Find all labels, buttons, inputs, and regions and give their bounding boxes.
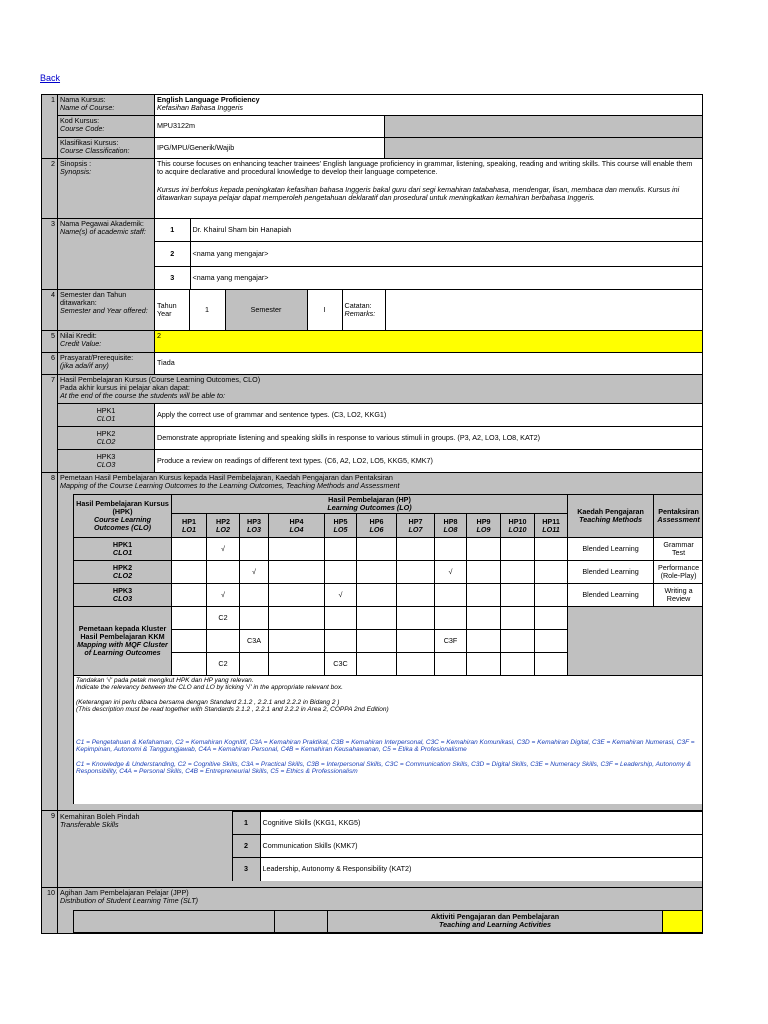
mapping-cell [240,538,269,561]
mqf-cell [467,653,501,676]
mapping-cell [535,538,568,561]
semester-value: I [307,290,342,330]
mapping-cell: √ [325,584,357,607]
synopsis-ms: Kursus ini berfokus kepada peningkatan kefasihan bahasa Inggeris bakal guru dari segi kemahiran tatabahasa, mendengar, lisan, membaca dan menulis. Kursus ini ditawarkan supaya pelajar dapat memperoleh pengetahuan deklaratif dan prosedural untuk meningkatkan kemahiran berbahasa Inggeris. [157,185,680,203]
mqf-cell: C3A [240,630,269,653]
mqf-label: Pemetaan kepada Kluster Hasil Pembelajaran KKM Mapping with MQF Cluster of Learning Outcomes [74,607,172,676]
mapping-cell [467,584,501,607]
mqf-cell [501,630,535,653]
hp-column-header: HP6 LO6 [357,514,397,538]
mapping-cell [325,561,357,584]
legend-en: C1 = Knowledge & Understanding, C2 = Cognitive Skills, C3A = Practical Skills, C3B = Interpersonal Skills, C3C = Communication Skills, C3D = Digital Skills, C3E = Numeracy Skills, C3F = Leadership, Autonomy & Responsibility, C4A = Personal Skills, C4B = Entrepreneurial Skills, C5 = Ethics & Professionalism [76,760,691,775]
staff-number: 3 [155,266,190,289]
mqf-cell [535,653,568,676]
mqf-cell [207,630,240,653]
course-classification-label: Klasifikasi Kursus: Course Classification: [58,138,155,159]
row-number: 9 [42,811,58,888]
mapping-row [74,584,703,607]
mapping-cell [501,561,535,584]
hp-column-header: HP3 LO3 [240,514,269,538]
mqf-cell [535,630,568,653]
staff-name: <nama yang mengajar> [190,242,702,266]
course-name-value: English Language Proficiency Kefasihan Bahasa Inggeris [155,95,703,116]
hp-column-header: HP1 LO1 [172,514,207,538]
mqf-cell [172,630,207,653]
mapping-cell [435,584,467,607]
legend-ms: C1 = Pengetahuan & Kefahaman, C2 = Kemahiran Kognitif, C3A = Kemahiran Praktikal, C3B = Kemahiran Interpersonal, C3C = Kemahiran Komunikasi, C3D = Kemahiran Digital, C3E = Kemahiran Numerasi, C3F = Kepimpinan, Autonomi & Tanggungjawab, C4A = Kemahiran Personal, C4B = Kemahiran Keusahawanan, C5 = Etika & Profesionalisme [76,739,695,754]
mqf-cell [269,630,325,653]
blank-cell [568,607,703,676]
mapping-cell: √ [207,584,240,607]
skill-text: Cognitive Skills (KKG1, KKG5) [260,812,702,835]
mapping-cell [535,561,568,584]
back-link[interactable]: Back [40,73,61,83]
course-info-table [41,94,703,934]
activities-header: Aktiviti Pengajaran dan Pembelajaran Teaching and Learning Activities [328,910,663,932]
mqf-cell [357,607,397,630]
mapping-cell [172,584,207,607]
mapping-cell [357,538,397,561]
mqf-cell [357,630,397,653]
clo-text: Apply the correct use of grammar and sentence types. (C3, LO2, KKG1) [155,404,703,427]
blank-cell [385,138,703,159]
mapping-cell [435,538,467,561]
slt-header: Agihan Jam Pembelajaran Pelajar (JPP) Distribution of Student Learning Time (SLT) [60,887,199,905]
mapping-cell [397,584,435,607]
mapping-cell [269,538,325,561]
mapping-cell [269,584,325,607]
mapping-cell [240,584,269,607]
mqf-cell: C2 [207,653,240,676]
mapping-notes: Tandakan '√' pada petak mengikut HPK dan HP yang relevan. Indicate the relevancy between the CLO and LO by ticking '√' in the appropriate relevant box. (Keterangan ini perlu dibaca bersama dengan Standard 2.1.2 , 2.2.1 and 2.2.2 in Bidang 2 ) (This description must be read together with Standards 2.1.2 , 2.2.1 and 2.2.2 in Area 2, COPPA 2nd Edition) C1 = Pengetahuan & Kefahaman, C2 = Kemahiran Kognitif, C3A = Kemahiran Praktikal, C3B = Kemahiran Interpersonal, C3C = Kemahiran Komunikasi, C3D = Kemahiran Digital, C3E = Kemahiran Numerasi, C3F = Kepimpinan, Autonomi & Tanggungjawab, C4A = Kemahiran Personal, C4B = Kemahiran Keusahawanan, C5 = Etika & Profesionalisme C1 = Knowledge & Understanding, C2 = Cognitive Skills, C3A = Practical Skills, C3B = Interpersonal Skills, C3C = Communication Skills, C3D = Digital Skills, C3E = Numeracy Skills, C3F = Leadership, Autonomy & Responsibility, C4A = Personal Skills, C4B = Entrepreneurial Skills, C5 = Ethics & Professionalism [73,676,703,804]
row-number: 3 [42,219,58,290]
hp-column-header: HP11 LO11 [535,514,568,538]
hp-column-header: HP5 LO5 [325,514,357,538]
staff-name: <nama yang mengajar> [190,266,702,289]
assessment-method: Performance (Role-Play) [654,561,703,584]
mqf-cell [435,653,467,676]
hp-column-header: HP10 LO10 [501,514,535,538]
prerequisite-label: Prasyarat/Prerequisite: (jika ada/if any) [58,353,155,375]
credit-value: 2 [155,331,703,353]
mqf-cell [501,653,535,676]
mqf-cell [269,607,325,630]
clo-code: HPK2 CLO2 [74,561,172,584]
mqf-cell [172,607,207,630]
staff-number: 2 [155,242,190,266]
course-code-label: Kod Kursus: Course Code: [58,116,155,138]
synopsis-en: This course focuses on enhancing teacher trainees' English language proficiency in grammar, listening, speaking, reading and writing skills. This course will enable them to acquire declarative and procedural knowledge to develop their language competence. [157,159,693,177]
hp-header: Hasil Pembelajaran (HP) Learning Outcomes (LO) [172,495,568,514]
mapping-cell [172,538,207,561]
slt-table [73,910,703,933]
mqf-cell [535,607,568,630]
skill-number: 2 [232,835,260,858]
mqf-cell: C3C [325,653,357,676]
assessment-method: Grammar Test [654,538,703,561]
row-number: 2 [42,159,58,219]
mapping-cell [501,538,535,561]
mapping-cell [325,538,357,561]
mapping-table [73,494,703,676]
clo-code: HPK1 CLO1 [74,538,172,561]
credit-label: Nilai Kredit: Credit Value: [58,331,155,353]
skill-text: Communication Skills (KMK7) [260,835,702,858]
mapping-cell: √ [207,538,240,561]
staff-label: Nama Pegawai Akademik: Name(s) of academic staff: [58,219,155,290]
mqf-cell [172,653,207,676]
skill-number: 1 [232,812,260,835]
remarks-label: Catatan: Remarks: [342,290,385,330]
hp-column-header: HP9 LO9 [467,514,501,538]
mapping-cell [397,561,435,584]
synopsis-label: Sinopsis : Synopsis: [58,159,155,219]
mapping-cell [172,561,207,584]
mapping-cell [357,584,397,607]
mapping-row [74,538,703,561]
assessment-header: Pentaksiran Assessment [654,495,703,538]
mqf-cell [325,630,357,653]
mapping-cell: √ [240,561,269,584]
mapping-cell: √ [435,561,467,584]
row-number: 10 [42,887,58,933]
slt-highlight [663,910,703,932]
mapping-cell [357,561,397,584]
clo-label: HPK1 CLO1 [58,404,155,427]
mqf-cell [357,653,397,676]
clo-text: Demonstrate appropriate listening and speaking skills in response to various stimuli in groups. (P3, A2, LO3, LO8, KAT2) [155,427,703,450]
staff-name: Dr. Khairul Sham bin Hanapiah [190,219,702,242]
clo-text: Produce a review on readings of different text types. (C6, A2, LO2, LO5, KKG5, KMK7) [155,450,703,473]
course-name-label: Nama Kursus: Name of Course: [58,95,155,116]
mqf-row [74,607,703,630]
year-label: Tahun Year [155,290,189,330]
skills-label: Kemahiran Boleh Pindah Transferable Skills [58,812,232,881]
mqf-cell [435,607,467,630]
slt-cell [74,910,275,932]
hp-column-header: HP2 LO2 [207,514,240,538]
teaching-methods-header: Kaedah Pengajaran Teaching Methods [568,495,654,538]
mqf-cell: C3F [435,630,467,653]
teaching-method: Blended Learning [568,538,654,561]
hpk-header: Hasil Pembelajaran Kursus (HPK) Course Learning Outcomes (CLO) [74,495,172,538]
mapping-cell [467,561,501,584]
mqf-cell [397,607,435,630]
mqf-cell [269,653,325,676]
blank-cell [385,116,703,138]
mqf-cell: C2 [207,607,240,630]
mapping-cell [269,561,325,584]
mqf-cell [397,630,435,653]
row-number: 5 [42,331,58,353]
semester-header: Semester [225,290,307,330]
mqf-cell [240,653,269,676]
mqf-cell [467,630,501,653]
skill-text: Leadership, Autonomy & Responsibility (KAT2) [260,858,702,881]
hp-column-header: HP4 LO4 [269,514,325,538]
mqf-cell [397,653,435,676]
mapping-cell [207,561,240,584]
mapping-cell [535,584,568,607]
teaching-method: Blended Learning [568,561,654,584]
mqf-cell [501,607,535,630]
mapping-cell [397,538,435,561]
skills-table [58,811,702,881]
mqf-cell [240,607,269,630]
course-classification-value: IPG/MPU/Generik/Wajib [155,138,385,159]
prerequisite-value: Tiada [155,353,703,375]
row-number: 1 [42,95,58,159]
mapping-section: Pemetaan Hasil Pembelajaran Kursus kepada Hasil Pembelajaran, Kaedah Pengajaran dan Pentaksiran Mapping of the Course Learning Outcomes to the Learning Outcomes, Teaching Methods and Assessment Hasil Pembelajaran Kursus (HPK) Course Learning Outcomes (CLO) Hasil Pembelajaran (HP) Learning Outcomes (LO) Kaedah Pengajaran Teaching Methods Pentaksiran Assessment HP1 LO1 HP2 LO2 HP3 LO3 HP4 LO4 HP5 LO5 HP6 LO6 HP7 LO7 HP8 LO8 HP9 LO9 HP10 LO10 HP11 LO11 HPK1 CLO1 √ Blended Learning Grammar Test HPK2 CLO2 √ √ Blended Learning Performance (Role-Play) HPK3 CLO3 √ √ Blended Learning Writing a Review Pemetaan kepada Kluster Hasil Pembelajaran KKM Mapping with MQF Cluster of Learning Outcomes C2 C3A C3F C2 C3C Tandakan '√' pada petak mengikut HPK dan HP yang relevan. Indicate the relevancy between the CLO and LO by ticking '√' in the appropriate relevant box. (Keterangan ini perlu dibaca bersama dengan Standard 2.1.2 , 2.2.1 and 2.2.2 in Bidang 2 ) (This description must be read together with Standards 2.1.2 , 2.2.1 and 2.2.2 in Area 2, COPPA 2nd Edition) C1 = Pengetahuan & Kefahaman, C2 = Kemahiran Kognitif, C3A = Kemahiran Praktikal, C3B = Kemahiran Interpersonal, C3C = Kemahiran Komunikasi, C3D = Kemahiran Digital, C3E = Kemahiran Numerasi, C3F = Kepimpinan, Autonomi & Tanggungjawab, C4A = Kemahiran Personal, C4B = Kemahiran Keusahawanan, C5 = Etika & Profesionalisme C1 = Knowledge & Understanding, C2 = Cognitive Skills, C3A = Practical Skills, C3B = Interpersonal Skills, C3C = Communication Skills, C3D = Digital Skills, C3E = Numeracy Skills, C3F = Leadership, Autonomy & Responsibility, C4A = Personal Skills, C4B = Entrepreneurial Skills, C5 = Ethics & Professionalism [58,473,703,811]
skill-number: 3 [232,858,260,881]
mapping-cell [467,538,501,561]
clo-label: HPK3 CLO3 [58,450,155,473]
hp-column-header: HP8 LO8 [435,514,467,538]
mqf-cell [325,607,357,630]
synopsis-value [155,159,703,219]
row-number: 4 [42,290,58,331]
slt-cell [275,910,328,932]
row-number: 6 [42,353,58,375]
teaching-method: Blended Learning [568,584,654,607]
clo-header: Hasil Pembelajaran Kursus (Course Learning Outcomes, CLO) Pada akhir kursus ini pelajar akan dapat: At the end of the course the students will be able to: [58,375,703,404]
hp-column-header: HP7 LO7 [397,514,435,538]
row-number: 7 [42,375,58,473]
remarks-value [385,290,702,330]
row-number: 8 [42,473,58,811]
assessment-method: Writing a Review [654,584,703,607]
course-code-value: MPU3122m [155,116,385,138]
mapping-cell [501,584,535,607]
mqf-cell [467,607,501,630]
year-value: 1 [189,290,225,330]
clo-code: HPK3 CLO3 [74,584,172,607]
mapping-row [74,561,703,584]
clo-label: HPK2 CLO2 [58,427,155,450]
staff-number: 1 [155,219,190,242]
semester-label: Semester dan Tahun ditawarkan: Semester and Year offered: [58,290,155,331]
